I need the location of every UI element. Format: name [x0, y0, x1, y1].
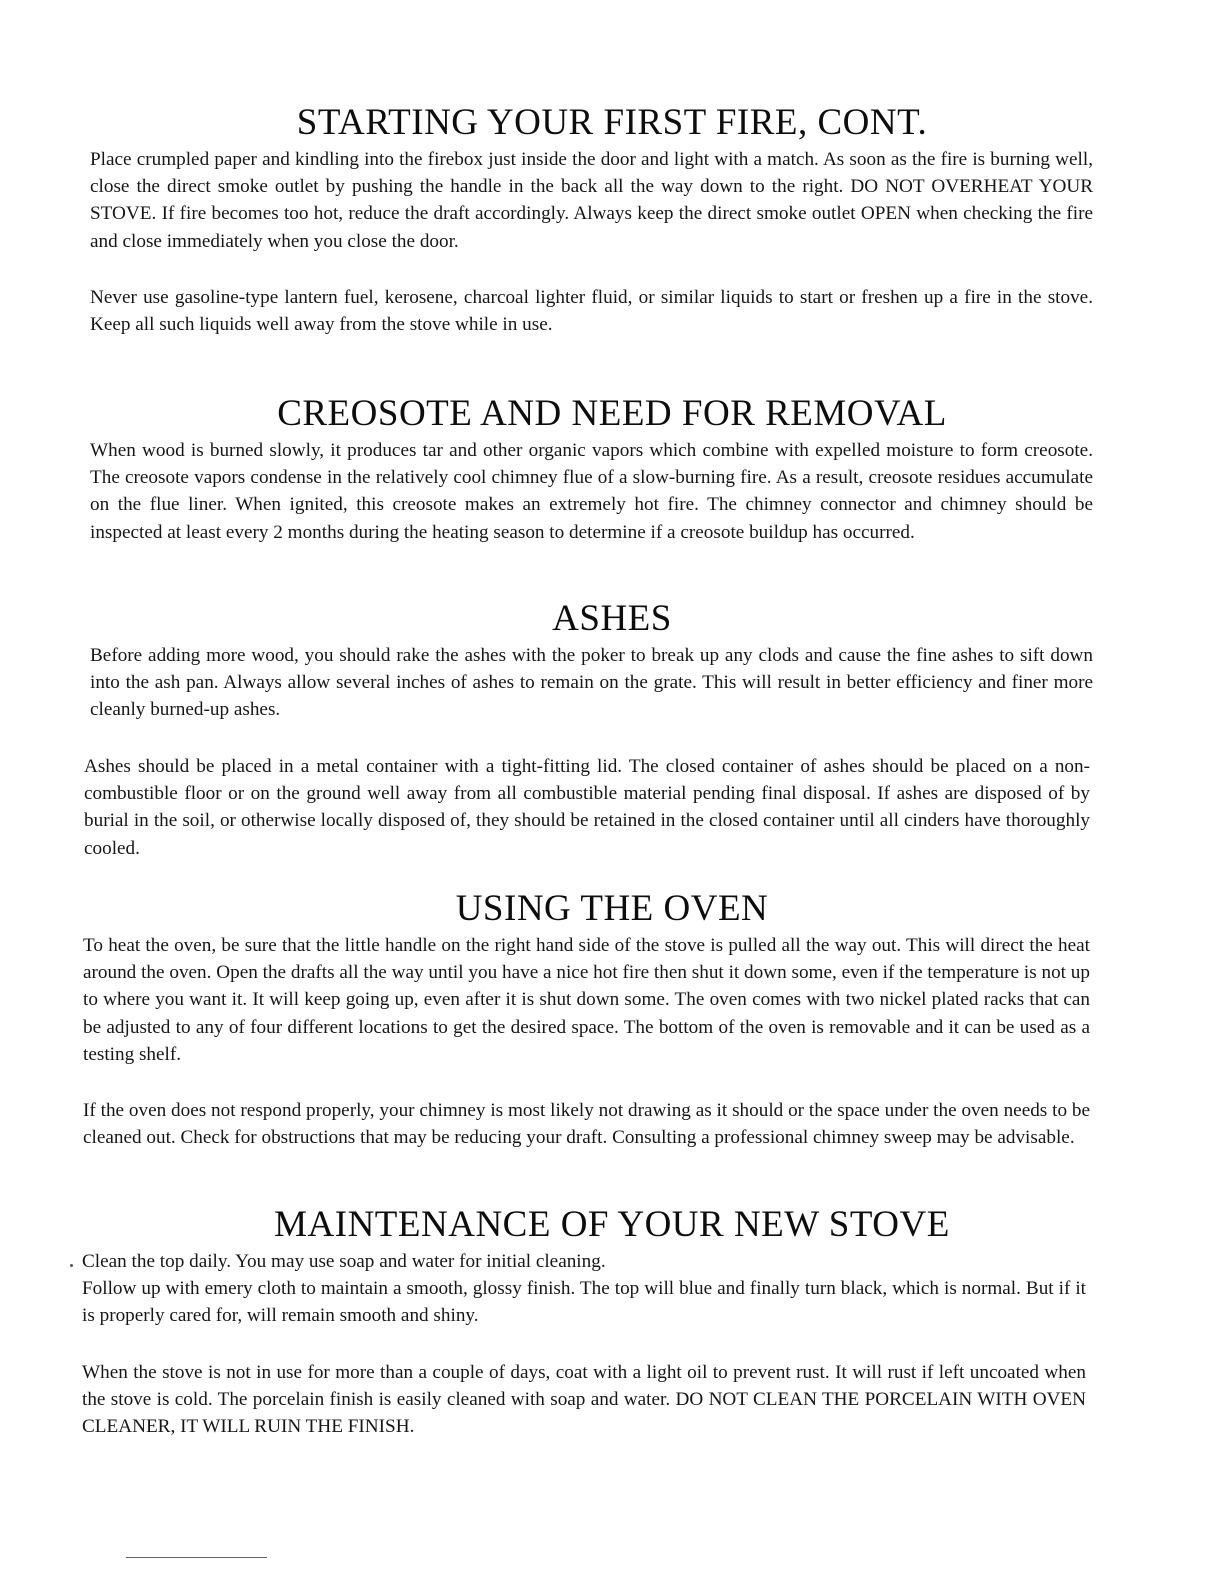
maintenance-line-rest: Follow up with emery cloth to maintain a smooth, glossy finish. The top will blue and finally turn black, which is normal. But if it is properly cared for, will remain smooth and shiny.: [82, 1278, 1086, 1327]
footer-rule: [126, 1557, 267, 1558]
paragraph-maintenance-2: When the stove is not in use for more than a couple of days, coat with a light oil to prevent rust. It will rust if left uncoated when the stove is cold. The porcelain finish is easily cleaned with soap and water. DO NOT CLEAN THE PORCELAIN WITH OVEN CLEANER, IT WILL RUIN THE FINISH.: [82, 1362, 1086, 1438]
maintenance-line-1: Clean the top daily. You may use soap and water for initial cleaning.: [82, 1251, 606, 1272]
paragraph-creosote-1: When wood is burned slowly, it produces tar and other organic vapors which combine with expelled moisture to form creosote. The creosote vapors condense in the relatively cool chimney flue of a slow-burning fire. As a result, creosote residues accumulate on the flue liner. When ignited, this creosote makes an extremely hot fire. The chimney connector and chimney should be inspected at least every 2 months during the heating season to determine if a creosote buildup has occurred.: [90, 440, 1093, 543]
heading-maintenance: MAINTENANCE OF YOUR NEW STOVE: [274, 1204, 950, 1245]
heading-ashes: ASHES: [552, 598, 672, 639]
heading-using-oven: USING THE OVEN: [455, 888, 769, 929]
scan-speck: [70, 1264, 73, 1267]
paragraph-maintenance-1: [82, 1248, 1086, 1330]
heading-starting-first-fire: STARTING YOUR FIRST FIRE, CONT.: [296, 102, 928, 143]
paragraph-oven-1: To heat the oven, be sure that the little handle on the right hand side of the stove is pulled all the way out. This will direct the heat around the oven. Open the drafts all the way until you have a nice hot fire then shut it down some, even if the temperature is not up to where you want it. It will keep going up, even after it is shut down some. The oven comes with two nickel plated racks that can be adjusted to any of four different locations to get the desired space. The bottom of the oven is removable and it can be used as a testing shelf.: [83, 935, 1090, 1065]
paragraph-first-fire-1: Place crumpled paper and kindling into the firebox just inside the door and light with a match. As soon as the fire is burning well, close the direct smoke outlet by pushing the handle in the back all the way down to the right. DO NOT OVERHEAT YOUR STOVE. If fire becomes too hot, reduce the draft accordingly. Always keep the direct smoke outlet OPEN when checking the fire and close immediately when you close the door.: [90, 149, 1093, 252]
paragraph-first-fire-2: Never use gasoline-type lantern fuel, kerosene, charcoal lighter fluid, or similar liquids to start or freshen up a fire in the stove. Keep all such liquids well away from the stove while in use.: [90, 287, 1093, 336]
heading-creosote: CREOSOTE AND NEED FOR REMOVAL: [277, 393, 947, 434]
paragraph-ashes-1: Before adding more wood, you should rake the ashes with the poker to break up any clods and cause the fine ashes to sift down into the ash pan. Always allow several inches of ashes to remain on the grate. This will result in better efficiency and finer more cleanly burned-up ashes.: [90, 645, 1093, 721]
paragraph-ashes-2: Ashes should be placed in a metal container with a tight-fitting lid. The closed container of ashes should be placed on a non-combustible floor or on the ground well away from all combustible material pending final disposal. If ashes are disposed of by burial in the soil, or otherwise locally disposed of, they should be retained in the closed container until all cinders have thoroughly cooled.: [84, 756, 1090, 859]
paragraph-oven-2: If the oven does not respond properly, your chimney is most likely not drawing as it should or the space under the oven needs to be cleaned out. Check for obstructions that may be reducing your draft. Consulting a professional chimney sweep may be advisable.: [83, 1100, 1090, 1149]
